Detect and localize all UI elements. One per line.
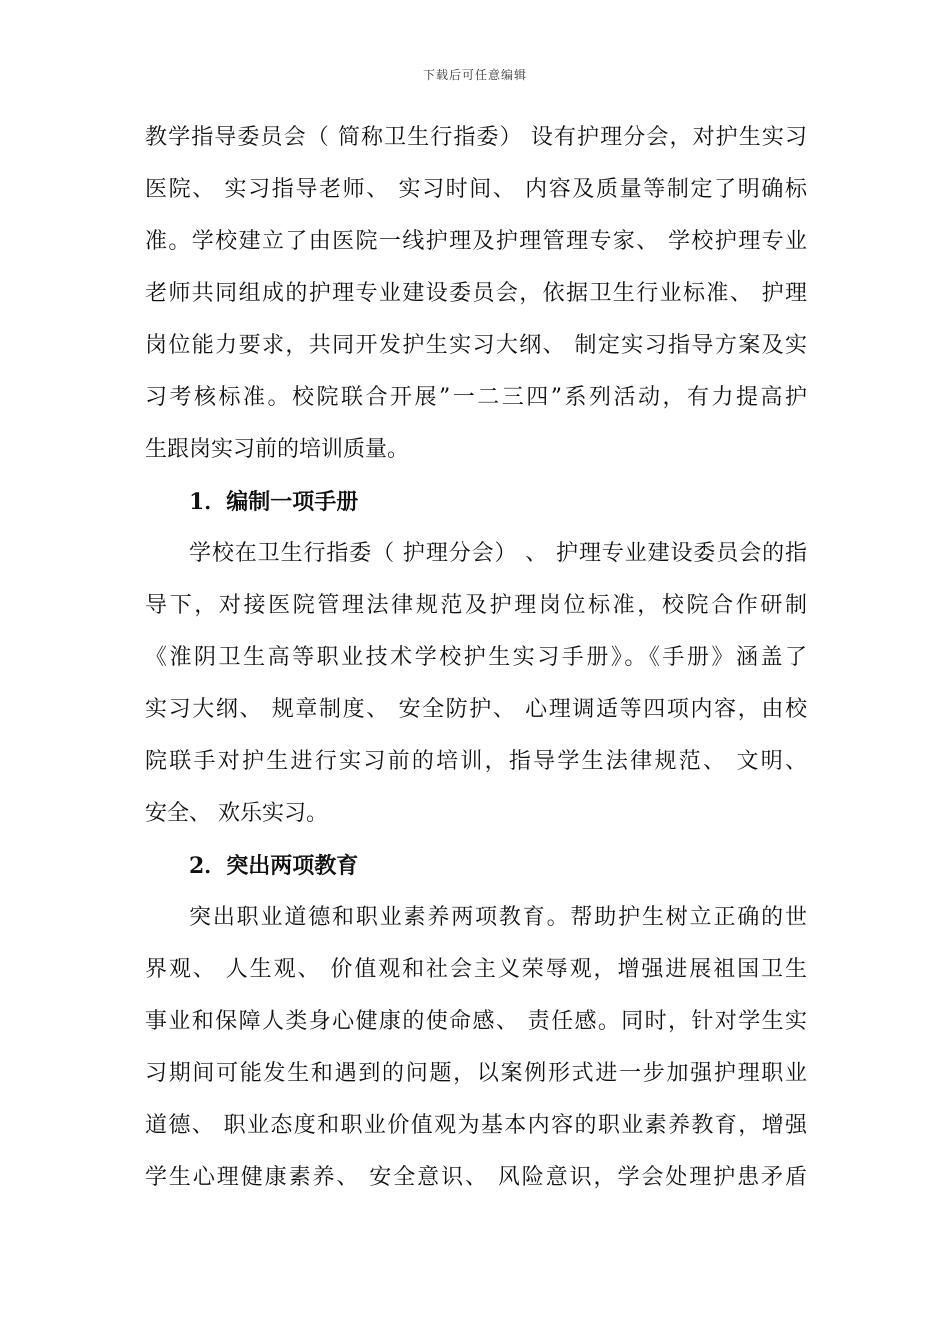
paragraph-line: 学校在卫生行指委（ 护理分会） 、 护理专业建设委员会的指 bbox=[189, 541, 807, 566]
paragraph-line: 安全、 欢乐实习。 bbox=[145, 801, 328, 826]
paragraph-line: 院联手对护生进行实习前的培训，指导学生法律规范、 文明、 bbox=[145, 749, 807, 774]
paragraph-line: 习考核标准。校院联合开展”一二三四”系列活动，有力提高护 bbox=[145, 385, 807, 410]
paragraph-line: 准。学校建立了由医院一线护理及护理管理专家、 学校护理专业 bbox=[145, 229, 807, 254]
header-note: 下载后可任意编辑 bbox=[422, 68, 527, 82]
paragraph-line: 岗位能力要求，共同开发护生实习大纲、 制定实习指导方案及实 bbox=[145, 333, 807, 358]
document-body bbox=[145, 112, 807, 1204]
paragraph-line: 习期间可能发生和遇到的问题，以案例形式进一步加强护理职业 bbox=[145, 1061, 807, 1086]
paragraph-line: 医院、 实习指导老师、 实习时间、 内容及质量等制定了明确标 bbox=[145, 177, 807, 202]
paragraph-line: 实习大纲、 规章制度、 安全防护、 心理调适等四项内容，由校 bbox=[145, 697, 807, 722]
paragraph-line: 道德、 职业态度和职业价值观为基本内容的职业素养教育，增强 bbox=[145, 1113, 807, 1138]
paragraph-line: 突出职业道德和职业素养两项教育。帮助护生树立正确的世 bbox=[189, 905, 807, 930]
paragraph-line: 学生心理健康素养、 安全意识、 风险意识，学会处理护患矛盾 bbox=[145, 1165, 807, 1190]
paragraph-line: 生跟岗实习前的培训质量。 bbox=[145, 437, 410, 462]
paragraph-line: 老师共同组成的护理专业建设委员会，依据卫生行业标准、 护理 bbox=[145, 281, 807, 306]
section-heading: 1．编制一项手册 bbox=[189, 489, 359, 515]
paragraph-line: 教学指导委员会（ 简称卫生行指委） 设有护理分会，对护生实习 bbox=[145, 125, 807, 150]
section-heading: 2．突出两项教育 bbox=[189, 853, 359, 879]
paragraph-line: 导下，对接医院管理法律规范及护理岗位标准，校院合作研制 bbox=[145, 593, 807, 618]
paragraph-line: 界观、 人生观、 价值观和社会主义荣辱观，增强进展祖国卫生 bbox=[145, 957, 807, 982]
paragraph-line: 事业和保障人类身心健康的使命感、 责任感。同时，针对学生实 bbox=[145, 1009, 807, 1034]
paragraph-line: 《淮阴卫生高等职业技术学校护生实习手册》。《手册》涵盖了 bbox=[145, 645, 807, 670]
